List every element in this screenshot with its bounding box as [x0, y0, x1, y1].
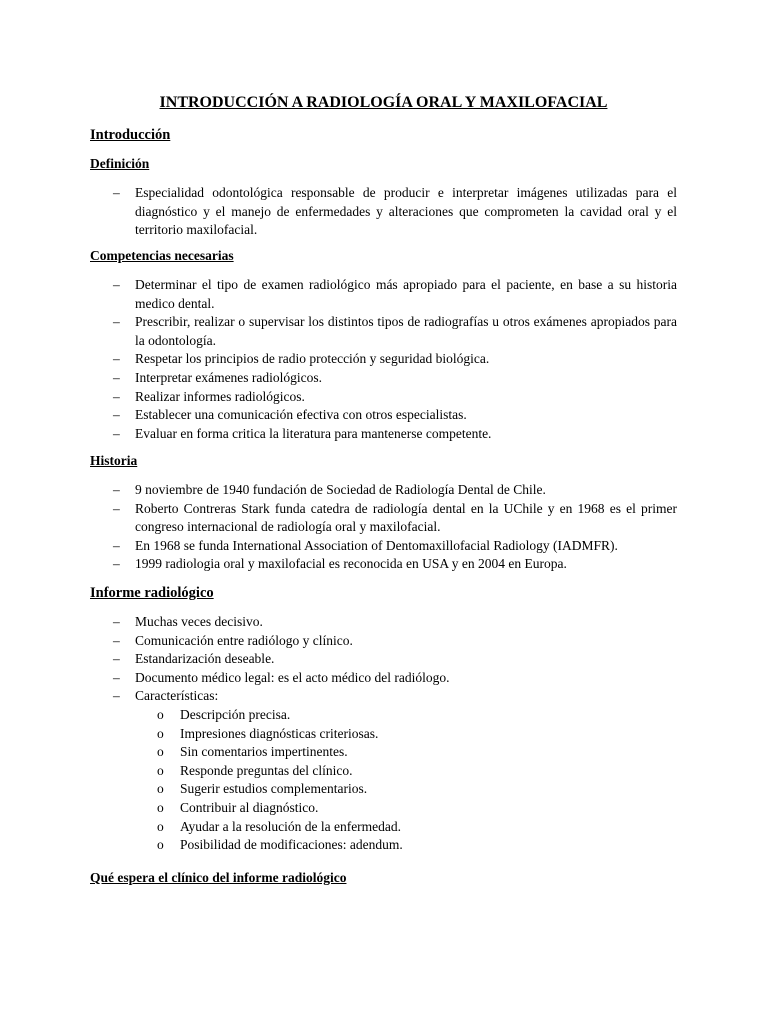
list-item-text: 9 noviembre de 1940 fundación de Sociedad de Radiología Dental de Chile. [135, 482, 546, 497]
heading-introduccion: Introducción [90, 127, 171, 143]
dash-bullet: – [113, 369, 120, 385]
sub-list-item-text: Descripción precisa. [180, 706, 291, 722]
sub-list-item [135, 706, 677, 725]
list-item-text: Realizar informes radiológicos. [135, 388, 305, 404]
dash-bullet: – [113, 556, 120, 572]
list-item [90, 350, 677, 369]
heading-que-espera-el-clinico: Qué espera el clínico del informe radiológico [90, 870, 347, 885]
heading-competencias: Competencias necesarias [90, 248, 234, 263]
list-item-text: Especialidad odontológica responsable de producir e interpretar imágenes utilizadas para el diagnóstico y el manejo de enfermedades y alteraciones que comprometen la cavidad oral y el territorio maxilofacial. [135, 185, 677, 238]
list-item-text: Comunicación entre radiólogo y clínico. [135, 632, 353, 648]
list-item [90, 425, 677, 444]
circle-bullet: o [157, 781, 164, 797]
dash-bullet: – [113, 632, 120, 648]
circle-bullet: o [157, 762, 164, 778]
list-item [90, 632, 677, 651]
list-item [90, 537, 677, 556]
dash-bullet: – [113, 651, 120, 667]
circle-bullet: o [157, 818, 164, 834]
list-item [90, 313, 677, 350]
list-item [90, 276, 677, 313]
list-item-text: Interpretar exámenes radiológicos. [135, 369, 323, 385]
sub-list-item-text: Posibilidad de modificaciones: adendum. [180, 837, 403, 853]
dash-bullet: – [113, 537, 120, 553]
definicion-list [90, 184, 677, 240]
list-item-text: 1999 radiologia oral y maxilofacial es reconocida en USA y en 2004 en Europa. [135, 556, 567, 572]
circle-bullet: o [157, 706, 164, 722]
list-item [90, 481, 677, 500]
list-item-text: Evaluar en forma critica la literatura para mantenerse competente. [135, 425, 492, 441]
dash-bullet: – [113, 614, 120, 629]
dash-bullet: – [113, 407, 120, 423]
sub-list-item-text: Sugerir estudios complementarios. [180, 781, 368, 797]
sub-list-item [135, 780, 677, 799]
sub-list-item-text: Ayudar a la resolución de la enfermedad. [180, 818, 402, 834]
informe-list [90, 613, 677, 855]
list-item-text: Prescribir, realizar o supervisar los distintos tipos de radiografías u otros exámenes apropiados para la odontología. [135, 314, 677, 348]
sub-list-item [135, 725, 677, 744]
list-item-text: Documento médico legal: es el acto médico del radiólogo. [135, 669, 450, 685]
list-item-text: Estandarización deseable. [135, 651, 275, 667]
dash-bullet: – [113, 277, 120, 292]
heading-historia: Historia [90, 453, 138, 468]
list-item [90, 650, 677, 669]
list-item [90, 669, 677, 688]
sub-list-item [135, 762, 677, 781]
sub-list-item-text: Impresiones diagnósticas criteriosas. [180, 725, 379, 741]
list-item-text: Establecer una comunicación efectiva con otros especialistas. [135, 407, 467, 423]
list-item [90, 613, 677, 632]
dash-bullet: – [113, 314, 120, 330]
sub-list-item-text: Responde preguntas del clínico. [180, 762, 353, 778]
list-item [90, 388, 677, 407]
dash-bullet: – [113, 500, 120, 516]
circle-bullet: o [157, 725, 164, 741]
document-title: INTRODUCCIÓN A RADIOLOGÍA ORAL Y MAXILOFACIAL [159, 94, 608, 111]
sub-list-item [135, 743, 677, 762]
dash-bullet: – [113, 669, 120, 685]
sub-list-item-text: Contribuir al diagnóstico. [180, 799, 319, 815]
dash-bullet: – [113, 351, 120, 367]
dash-bullet: – [113, 185, 120, 200]
dash-bullet: – [113, 688, 120, 704]
list-item-text: Características: [135, 688, 219, 704]
list-item [90, 184, 677, 240]
dash-bullet: – [113, 482, 120, 497]
list-item [90, 555, 677, 574]
circle-bullet: o [157, 799, 164, 815]
list-item-text: Muchas veces decisivo. [135, 614, 263, 629]
list-item-text: Determinar el tipo de examen radiológico más apropiado para el paciente, en base a su historia medico dental. [135, 277, 677, 311]
circle-bullet: o [157, 744, 164, 760]
sub-list-item [135, 799, 677, 818]
list-item [90, 500, 677, 537]
list-item [90, 406, 677, 425]
sub-list-item [135, 836, 677, 855]
list-item [90, 369, 677, 388]
sub-list-item [135, 818, 677, 837]
caracteristicas-list [135, 706, 677, 855]
list-item [90, 687, 677, 854]
list-item-text: Roberto Contreras Stark funda catedra de radiología dental en la UChile y en 1968 es el primer congreso internacional de radiología oral y maxilofacial. [135, 500, 677, 535]
list-item-text: En 1968 se funda International Association of Dentomaxillofacial Radiology (IADMFR). [135, 537, 618, 553]
circle-bullet: o [157, 837, 164, 853]
heading-informe-radiologico: Informe radiológico [90, 585, 214, 601]
dash-bullet: – [113, 388, 120, 404]
heading-definicion: Definición [90, 156, 150, 171]
list-item-text: Respetar los principios de radio protección y seguridad biológica. [135, 351, 490, 367]
sub-list-item-text: Sin comentarios impertinentes. [180, 744, 348, 760]
historia-list [90, 481, 677, 574]
dash-bullet: – [113, 425, 120, 441]
competencias-list [90, 276, 677, 443]
